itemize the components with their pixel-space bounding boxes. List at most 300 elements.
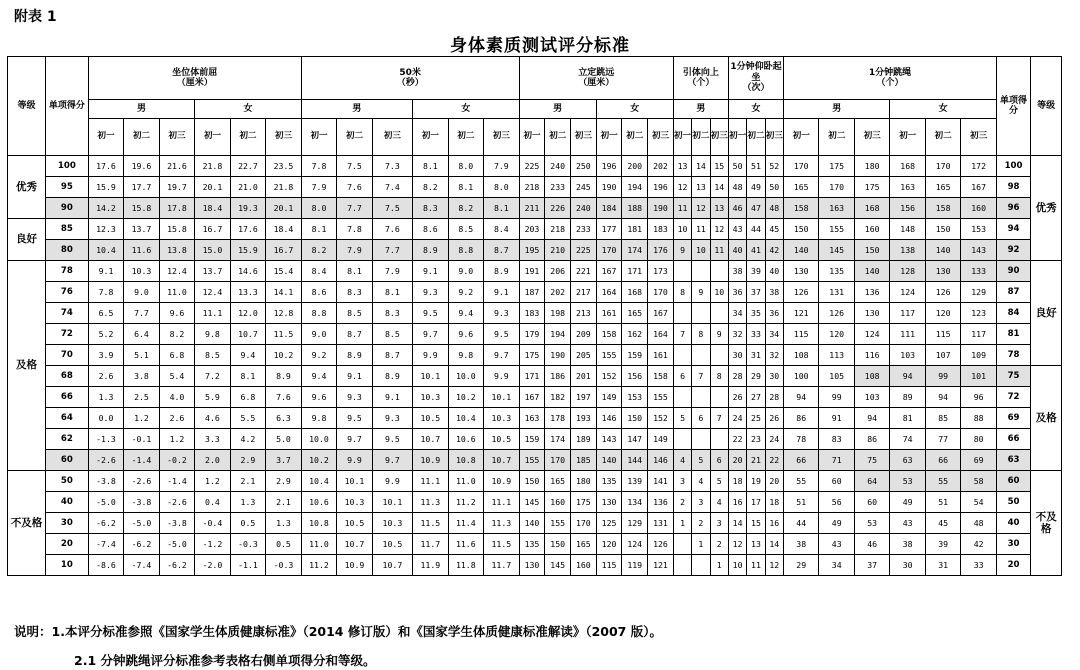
cell-value: 1: [673, 513, 691, 534]
table-row: [8, 471, 1062, 492]
cell-value: 86: [783, 408, 818, 429]
cell-value: 20: [728, 450, 746, 471]
cell-value: 94: [854, 408, 889, 429]
cell-value: 5: [692, 450, 710, 471]
cell-value: 10.5: [372, 534, 412, 555]
cell-value: 19: [747, 471, 765, 492]
cell-value: 17.7: [124, 177, 159, 198]
cell-value: -3.8: [124, 492, 159, 513]
cell-value: 3: [692, 492, 710, 513]
cell-value: 11: [673, 198, 691, 219]
cell-value: 218: [519, 177, 545, 198]
cell-value: 10.7: [413, 429, 448, 450]
cell-value: 13.7: [124, 219, 159, 240]
cell-value: 8.9: [266, 366, 302, 387]
cell-value: 2: [692, 513, 710, 534]
table-row: [8, 387, 1062, 408]
cell-value: 196: [596, 156, 622, 177]
cell-value: [673, 555, 691, 576]
cell-value: 63: [890, 450, 925, 471]
header-grade-level: 初二: [448, 119, 483, 156]
header-test-unit: （次）: [742, 83, 770, 94]
cell-value: 9.3: [484, 303, 520, 324]
cell-value: 7.3: [372, 156, 412, 177]
cell-value: 139: [622, 471, 648, 492]
cell-value: 13.7: [195, 261, 230, 282]
cell-value: 7.7: [337, 198, 372, 219]
cell-value: 15.4: [266, 261, 302, 282]
cell-value: 191: [519, 261, 545, 282]
cell-value: 17.6: [230, 219, 265, 240]
cell-value: 33: [961, 555, 997, 576]
cell-value: 6: [692, 408, 710, 429]
header-grade-level: 初二: [230, 119, 265, 156]
header-grade-level: 初一: [596, 119, 622, 156]
cell-value: 20: [765, 471, 783, 492]
header-sex-male: 男: [673, 100, 728, 119]
cell-value: 10.7: [230, 324, 265, 345]
header-test-name: 坐位体前屈: [172, 67, 218, 78]
cell-value: 175: [519, 345, 545, 366]
cell-value: 46: [854, 534, 889, 555]
cell-value: 7: [692, 366, 710, 387]
single-score: 81: [996, 324, 1030, 345]
cell-value: 3.3: [195, 429, 230, 450]
cell-value: 10.3: [372, 513, 412, 534]
cell-value: 4: [692, 471, 710, 492]
single-score: 87: [996, 282, 1030, 303]
cell-value: 9.4: [230, 345, 265, 366]
cell-value: 9.4: [301, 366, 336, 387]
cell-value: 11.8: [448, 555, 483, 576]
header-grade-level: 初二: [124, 119, 159, 156]
cell-value: 22: [765, 450, 783, 471]
cell-value: 133: [961, 261, 997, 282]
cell-value: 9.6: [448, 324, 483, 345]
cell-value: 12: [692, 198, 710, 219]
cell-value: 7.4: [372, 177, 412, 198]
header-grade-level: 初一: [413, 119, 448, 156]
cell-value: 29: [783, 555, 818, 576]
cell-value: 4: [710, 492, 728, 513]
cell-value: 188: [622, 198, 648, 219]
cell-value: 135: [596, 471, 622, 492]
cell-value: 71: [819, 450, 854, 471]
table-row: [8, 282, 1062, 303]
cell-value: -7.4: [88, 534, 123, 555]
cell-value: 10.3: [124, 261, 159, 282]
cell-value: 111: [890, 324, 925, 345]
cell-value: 5: [710, 471, 728, 492]
cell-value: 8.4: [484, 219, 520, 240]
cell-value: 2.1: [230, 471, 265, 492]
cell-value: 10.0: [448, 366, 483, 387]
cell-value: 13: [710, 198, 728, 219]
cell-value: 10.3: [413, 387, 448, 408]
cell-value: 9.5: [337, 408, 372, 429]
cell-value: 18: [765, 492, 783, 513]
item-score: 50: [45, 471, 88, 492]
cell-value: 11.0: [159, 282, 194, 303]
cell-value: 164: [648, 324, 674, 345]
cell-value: 32: [728, 324, 746, 345]
cell-value: 217: [571, 282, 597, 303]
cell-value: 179: [519, 324, 545, 345]
cell-value: 8.8: [448, 240, 483, 261]
cell-value: 9.9: [372, 471, 412, 492]
cell-value: 163: [819, 198, 854, 219]
cell-value: 8.2: [413, 177, 448, 198]
cell-value: 120: [819, 324, 854, 345]
cell-value: 9.1: [484, 282, 520, 303]
cell-value: 9.1: [88, 261, 123, 282]
header-grade-level: 初二: [545, 119, 571, 156]
cell-value: 2.5: [124, 387, 159, 408]
cell-value: 88: [961, 408, 997, 429]
cell-value: 11.5: [266, 324, 302, 345]
cell-value: 161: [596, 303, 622, 324]
cell-value: 9.8: [448, 345, 483, 366]
cell-value: 134: [622, 492, 648, 513]
cell-value: 8.5: [195, 345, 230, 366]
cell-value: 1: [692, 534, 710, 555]
header-grade-level: 初三: [571, 119, 597, 156]
cell-value: 54: [961, 492, 997, 513]
single-score: 63: [996, 450, 1030, 471]
cell-value: 149: [648, 429, 674, 450]
cell-value: 5.4: [159, 366, 194, 387]
table-row: [8, 345, 1062, 366]
cell-value: 175: [571, 492, 597, 513]
cell-value: 194: [545, 324, 571, 345]
cell-value: -0.4: [195, 513, 230, 534]
cell-value: 32: [765, 345, 783, 366]
cell-value: 18.4: [195, 198, 230, 219]
cell-value: 180: [571, 471, 597, 492]
cell-value: 10: [692, 240, 710, 261]
cell-value: 0.4: [195, 492, 230, 513]
cell-value: 6.8: [230, 387, 265, 408]
note-line-2: 2.1 分钟跳绳评分标准参考表格右侧单项得分和等级。: [74, 653, 376, 668]
cell-value: 101: [961, 366, 997, 387]
cell-value: 129: [622, 513, 648, 534]
item-score: 30: [45, 513, 88, 534]
cell-value: 3: [710, 513, 728, 534]
cell-value: 130: [854, 303, 889, 324]
cell-value: 12: [728, 534, 746, 555]
cell-value: [692, 387, 710, 408]
cell-value: 23: [747, 429, 765, 450]
cell-value: 11: [692, 219, 710, 240]
header-grade-level: 初三: [159, 119, 194, 156]
cell-value: 8.5: [337, 303, 372, 324]
header-grade-level: 初二: [622, 119, 648, 156]
cell-value: 108: [783, 345, 818, 366]
cell-value: 162: [622, 324, 648, 345]
cell-value: 172: [961, 156, 997, 177]
cell-value: 10.0: [301, 429, 336, 450]
cell-value: 11.0: [448, 471, 483, 492]
cell-value: 24: [728, 408, 746, 429]
cell-value: 158: [648, 366, 674, 387]
cell-value: 146: [596, 408, 622, 429]
cell-value: 198: [545, 303, 571, 324]
item-score: 78: [45, 261, 88, 282]
cell-value: 167: [961, 177, 997, 198]
cell-value: 6.8: [159, 345, 194, 366]
cell-value: 7.8: [301, 156, 336, 177]
table-row: [8, 534, 1062, 555]
cell-value: 8.8: [301, 303, 336, 324]
cell-value: 9.2: [448, 282, 483, 303]
cell-value: 150: [622, 408, 648, 429]
cell-value: 14: [728, 513, 746, 534]
cell-value: 143: [596, 429, 622, 450]
header-grade-level: 初二: [692, 119, 710, 156]
header-grade-level: 初一: [783, 119, 818, 156]
cell-value: 170: [783, 156, 818, 177]
cell-value: 213: [571, 303, 597, 324]
single-score: 40: [996, 513, 1030, 534]
grade-label-right: 不及格: [1031, 471, 1062, 576]
cell-value: 4.2: [230, 429, 265, 450]
header-grade-level: 初三: [266, 119, 302, 156]
cell-value: [692, 345, 710, 366]
cell-value: 15.0: [195, 240, 230, 261]
cell-value: 9.3: [337, 387, 372, 408]
cell-value: 8.1: [413, 156, 448, 177]
cell-value: 144: [622, 450, 648, 471]
cell-value: 47: [747, 198, 765, 219]
cell-value: 153: [622, 387, 648, 408]
cell-value: 43: [890, 513, 925, 534]
table-row: [8, 240, 1062, 261]
cell-value: 10.2: [301, 450, 336, 471]
cell-value: 42: [765, 240, 783, 261]
cell-value: 44: [783, 513, 818, 534]
grade-label-right: 良好: [1031, 261, 1062, 366]
cell-value: 152: [648, 408, 674, 429]
header-grade-level: 初二: [819, 119, 854, 156]
cell-value: 190: [545, 345, 571, 366]
cell-value: 7: [710, 408, 728, 429]
cell-value: 149: [596, 387, 622, 408]
cell-value: 189: [571, 429, 597, 450]
cell-value: 130: [519, 555, 545, 576]
cell-value: 1.2: [159, 429, 194, 450]
cell-value: 115: [925, 324, 960, 345]
header-sex-female: 女: [596, 100, 673, 119]
cell-value: 43: [819, 534, 854, 555]
cell-value: -0.2: [159, 450, 194, 471]
cell-value: 10.6: [301, 492, 336, 513]
cell-value: 14: [710, 177, 728, 198]
cell-value: 60: [819, 471, 854, 492]
cell-value: 85: [925, 408, 960, 429]
cell-value: 7.6: [372, 219, 412, 240]
header-grade-level: 初一: [195, 119, 230, 156]
table-row: [8, 177, 1062, 198]
cell-value: 4.0: [159, 387, 194, 408]
cell-value: 145: [519, 492, 545, 513]
cell-value: 26: [765, 408, 783, 429]
cell-value: 140: [854, 261, 889, 282]
cell-value: 130: [783, 261, 818, 282]
cell-value: 0.5: [230, 513, 265, 534]
cell-value: 34: [819, 555, 854, 576]
item-score: 74: [45, 303, 88, 324]
cell-value: -1.2: [195, 534, 230, 555]
cell-value: 131: [819, 282, 854, 303]
single-score: 100: [996, 156, 1030, 177]
cell-value: 38: [728, 261, 746, 282]
cell-value: 8.1: [448, 177, 483, 198]
header-test-unit: （厘米）: [578, 78, 615, 88]
cell-value: 14: [765, 534, 783, 555]
table-row: [8, 429, 1062, 450]
cell-value: 8.2: [448, 198, 483, 219]
scoring-table: [7, 56, 1062, 576]
cell-value: 16: [728, 492, 746, 513]
cell-value: 19.7: [159, 177, 194, 198]
cell-value: 8.2: [159, 324, 194, 345]
cell-value: 170: [571, 513, 597, 534]
cell-value: 150: [519, 471, 545, 492]
cell-value: 1.3: [230, 492, 265, 513]
cell-value: 10.7: [484, 450, 520, 471]
cell-value: 6: [710, 450, 728, 471]
cell-value: 10.1: [413, 366, 448, 387]
cell-value: 173: [648, 261, 674, 282]
cell-value: 91: [819, 408, 854, 429]
single-score: 60: [996, 471, 1030, 492]
cell-value: 12.4: [195, 282, 230, 303]
cell-value: 49: [747, 177, 765, 198]
cell-value: 165: [545, 471, 571, 492]
cell-value: 89: [890, 387, 925, 408]
cell-value: 11: [710, 240, 728, 261]
single-score: 69: [996, 408, 1030, 429]
header-sex-female: 女: [890, 100, 997, 119]
cell-value: 161: [648, 345, 674, 366]
cell-value: 33: [747, 324, 765, 345]
cell-value: 9.7: [413, 324, 448, 345]
cell-value: 8.1: [301, 219, 336, 240]
cell-value: 15.8: [124, 198, 159, 219]
cell-value: 48: [728, 177, 746, 198]
cell-value: 155: [545, 513, 571, 534]
cell-value: 51: [747, 156, 765, 177]
cell-value: 225: [571, 240, 597, 261]
cell-value: 51: [925, 492, 960, 513]
table-row: [8, 198, 1062, 219]
cell-value: 10.9: [337, 555, 372, 576]
cell-value: 168: [890, 156, 925, 177]
cell-value: -1.4: [159, 471, 194, 492]
cell-value: 165: [925, 177, 960, 198]
cell-value: 11.3: [484, 513, 520, 534]
cell-value: 163: [890, 177, 925, 198]
grade-label-right: 及格: [1031, 366, 1062, 471]
cell-value: 11.6: [448, 534, 483, 555]
cell-value: 184: [596, 198, 622, 219]
cell-value: 48: [961, 513, 997, 534]
cell-value: 43: [728, 219, 746, 240]
cell-value: 143: [961, 240, 997, 261]
cell-value: 14.2: [88, 198, 123, 219]
cell-value: 20.1: [266, 198, 302, 219]
cell-value: 9.1: [413, 261, 448, 282]
header-item-score: 单项得分: [45, 57, 88, 156]
cell-value: 160: [571, 555, 597, 576]
cell-value: 7.5: [372, 198, 412, 219]
cell-value: 22.7: [230, 156, 265, 177]
cell-value: 19.6: [124, 156, 159, 177]
cell-value: 176: [648, 240, 674, 261]
cell-value: 200: [622, 156, 648, 177]
cell-value: 3.7: [266, 450, 302, 471]
single-score: 84: [996, 303, 1030, 324]
cell-value: 8.9: [337, 345, 372, 366]
cell-value: 8.3: [337, 282, 372, 303]
item-score: 85: [45, 219, 88, 240]
cell-value: 14.6: [230, 261, 265, 282]
cell-value: 3.9: [88, 345, 123, 366]
cell-value: 8.2: [301, 240, 336, 261]
cell-value: 26: [728, 387, 746, 408]
header-grade-level: 初三: [765, 119, 783, 156]
cell-value: 165: [783, 177, 818, 198]
cell-value: 170: [545, 450, 571, 471]
cell-value: 117: [961, 324, 997, 345]
cell-value: 12.3: [88, 219, 123, 240]
cell-value: 15: [710, 156, 728, 177]
cell-value: 225: [519, 156, 545, 177]
cell-value: 0.5: [266, 534, 302, 555]
cell-value: 147: [622, 429, 648, 450]
cell-value: 42: [961, 534, 997, 555]
cell-value: 10.9: [413, 450, 448, 471]
cell-value: [710, 429, 728, 450]
cell-value: 8.9: [413, 240, 448, 261]
cell-value: 211: [519, 198, 545, 219]
cell-value: 9.0: [124, 282, 159, 303]
cell-value: 121: [648, 555, 674, 576]
cell-value: 233: [571, 219, 597, 240]
cell-value: 11.9: [413, 555, 448, 576]
cell-value: 14.1: [266, 282, 302, 303]
cell-value: 5.5: [230, 408, 265, 429]
cell-value: 150: [854, 240, 889, 261]
cell-value: 150: [783, 219, 818, 240]
cell-value: 245: [571, 177, 597, 198]
cell-value: 158: [925, 198, 960, 219]
cell-value: 167: [596, 261, 622, 282]
cell-value: 10.4: [448, 408, 483, 429]
single-score: 98: [996, 177, 1030, 198]
cell-value: 10.1: [372, 492, 412, 513]
cell-value: 11.5: [484, 534, 520, 555]
cell-value: 140: [925, 240, 960, 261]
header-single-score: 单项得分: [996, 57, 1030, 156]
cell-value: 83: [819, 429, 854, 450]
header-sex-male: 男: [88, 100, 194, 119]
cell-value: 1: [710, 555, 728, 576]
cell-value: 13.8: [159, 240, 194, 261]
cell-value: 203: [519, 219, 545, 240]
cell-value: 45: [765, 219, 783, 240]
item-score: 10: [45, 555, 88, 576]
